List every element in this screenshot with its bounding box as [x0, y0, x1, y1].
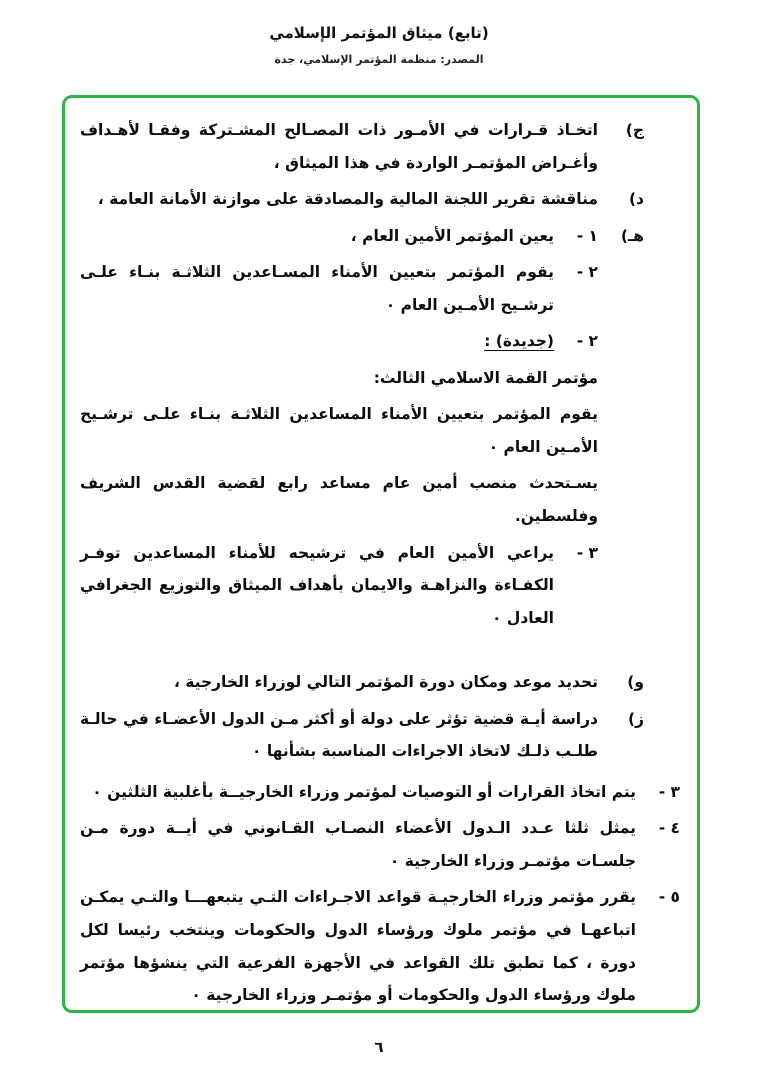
item-text: يمثل ثلثا عـدد الـدول الأعضاء النصـاب القـانوني في أيــة دورة مـن جلسـات مؤتمـر وزراء الخارجية ٠: [80, 819, 636, 870]
item-marker: ٤ -: [658, 819, 680, 838]
item-text: يقوم المؤتمر بتعيين الأمناء المساعدين الثلاثـة بنـاء علـى ترشـيح الأمـين العام ٠: [80, 405, 598, 456]
item-text: اتخـاذ قـرارات في الأمـور ذات المصـالح المشـتركة وفقـا لأهـداف وأغـراض المؤتمـر الواردة في هذا الميثاق ،: [80, 121, 598, 172]
header-title: (تابع) ميثاق المؤتمر الإسلامي: [269, 24, 489, 42]
list-item: [80, 467, 682, 532]
item-marker: ٥ -: [658, 888, 680, 907]
header-source: المصدر: منظمة المؤتمر الإسلامي، جدة: [274, 53, 484, 66]
page-header: [0, 0, 758, 66]
item-marker: ز): [627, 709, 644, 728]
item-text: يراعي الأمين العام في ترشيحه للأمناء المساعدين توفـر الكفـاءة والنزاهـة والايمان بأهداف الميثاق والتوزيع الجغرافي العادل ٠: [80, 543, 554, 627]
list-item: [80, 256, 682, 321]
item-subnumber: ٣ -: [576, 543, 598, 562]
document-frame: [62, 95, 700, 1013]
item-text: تحديد موعد ومكان دورة المؤتمر التالي لوزراء الخارجية ،: [173, 673, 598, 692]
item-text: دراسة أيـة قضية تؤثر على دولة أو أكثر مـن الدول الأعضـاء في حالـة طلـب ذلـك لاتخاذ الاجراءات المناسبة بشأنها ٠: [80, 709, 598, 761]
item-text: (جديدة) :: [484, 332, 554, 351]
item-subnumber: ١ -: [576, 226, 598, 245]
list-item: [80, 537, 682, 635]
item-text: يقرر مؤتمر وزراء الخارجيـة قواعد الاجـراءات التـي يتبعهـــا والتـي يمكـن اتباعهـا في مؤتمر ملوك ورؤساء الدول والحكومات وينتخب رئيسا لكل دورة ، كما تطبق تلك القواعد في الأجهزة الفرعية التي ينشؤها مؤتمر ملوك ورؤساء الدول والحكومات أو مؤتمـر وزراء الخارجية ٠: [80, 888, 636, 1005]
list-item: [80, 325, 682, 358]
item-marker: د): [628, 190, 644, 209]
item-text: يسـتحدث منصب أمين عام مساعد رابع لقضية القدس الشريف وفلسطين.: [80, 474, 598, 526]
item-text: يعين المؤتمر الأمين العام ،: [350, 226, 554, 245]
page-number: ٦: [374, 1038, 384, 1056]
list-item: [80, 776, 682, 809]
item-marker: ٣ -: [658, 782, 680, 801]
list-item: [80, 812, 682, 877]
item-marker: و): [627, 673, 644, 692]
item-text: يقوم المؤتمر بتعيين الأمناء المسـاعدين الثلاثـة بنـاء علـى ترشـيح الأمـين العام ٠: [80, 263, 554, 314]
item-text: يتم اتخاذ القرارات أو التوصيات لمؤتمر وزراء الخارجيــة بأغلبية الثلثين ٠: [92, 782, 636, 801]
item-marker: ج): [625, 121, 644, 139]
list-item: [80, 881, 682, 1011]
item-subnumber: ٢ -: [576, 263, 598, 282]
item-text: مؤتمر القمة الاسلامي الثالث:: [373, 368, 598, 387]
list-item: [80, 114, 682, 179]
list-item: [80, 220, 682, 253]
list-item: [80, 666, 682, 699]
item-text: مناقشة تقرير اللجنة المالية والمصادقة على موازنة الأمانة العامة ،: [97, 190, 598, 209]
list-item: [80, 183, 682, 216]
item-subnumber: ٢ -: [576, 332, 598, 351]
list-item: [80, 362, 682, 395]
list-item: [80, 703, 682, 768]
list-item: [80, 398, 682, 463]
item-marker: هـ): [620, 226, 644, 245]
